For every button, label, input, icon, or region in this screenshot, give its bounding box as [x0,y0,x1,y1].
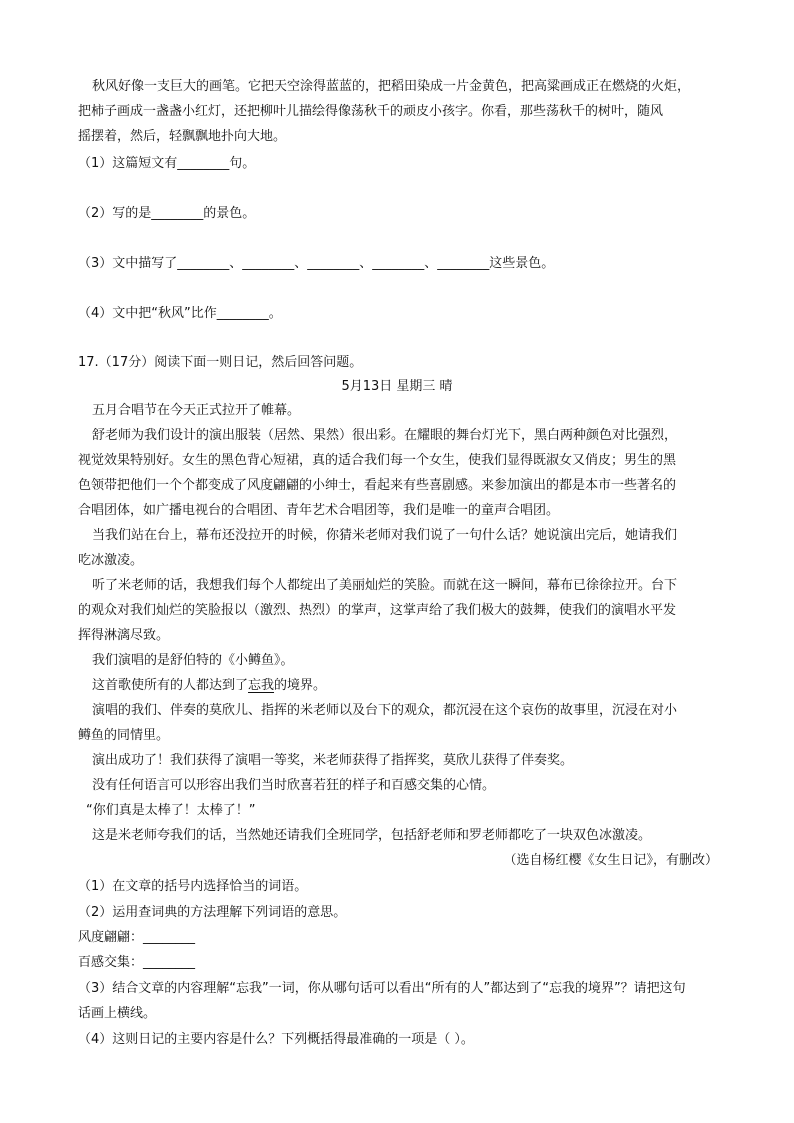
diary-paragraph: 五月合唱节在今天正式拉开了帷幕。 [92,403,301,418]
source-citation: （选自杨红樱《女生日记》，有删改） [503,853,718,868]
diary-paragraph: “你们真是太棒了！太棒了！” [86,803,256,818]
diary-paragraph: 没有任何语言可以形容出我们当时欣喜若狂的样子和百感交集的心情。 [92,778,496,793]
question-16-4: （4）文中把“秋风”比作________。 [78,306,282,321]
diary-paragraph: 当我们站在台上，幕布还没拉开的时候，你猜米老师对我们说了一句什么话？她说演出完后，她请我们 [92,528,678,543]
diary-paragraph: 听了米老师的话，我想我们每个人都绽出了美丽灿烂的笑脸。而就在这一瞬间，幕布已徐徐拉开。台下 [92,578,678,593]
sub-question-2: （2）运用查词典的方法理解下列词语的意思。 [78,905,347,920]
diary-paragraph: 我们演唱的是舒伯特的《小鳟鱼》。 [92,653,294,668]
diary-paragraph: 挥得淋漓尽致。 [78,628,170,643]
diary-paragraph: 合唱团体，如广播电视台的合唱团、青年艺术合唱团等，我们是唯一的童声合唱团。 [78,503,560,518]
diary-date-line: 5月13日 星期三 晴 [341,379,453,394]
diary-paragraph: 色领带把他们一个个都变成了风度翩翩的小绅士，看起来有些喜剧感。来参加演出的都是本市一些著名的 [78,478,677,493]
term-fengdu: 风度翩翩：________ [78,930,196,945]
diary-text: 这首歌使所有的人都达到了 [92,678,249,693]
diary-paragraph: 这是米老师夸我们的话，当然她还请我们全班同学，包括舒老师和罗老师都吃了一块双色冰激凌。 [92,828,652,843]
passage-line: 摇摆着，然后，轻飘飘地扑向大地。 [78,129,287,144]
question-17-heading: 17.（17分）阅读下面一则日记，然后回答问题。 [78,355,363,370]
diary-paragraph: 吃冰激凌。 [78,553,144,568]
sub-question-4: （4）这则日记的主要内容是什么？下列概括得最准确的一项是（ ）。 [78,1032,474,1047]
passage-line: 秋风好像一支巨大的画笔。它把天空涂得蓝蓝的，把稻田染成一片金黄色，把高粱画成正在燃烧的火炬， [92,79,691,94]
sub-question-3-cont: 话画上横线。 [78,1006,157,1021]
sub-question-3: （3）结合文章的内容理解“忘我”一词，你从哪句话可以看出“所有的人”都达到了“忘我的境界”？请把这句 [78,981,686,996]
term-baigan: 百感交集：________ [78,955,196,970]
question-16-2: （2）写的是________的景色。 [78,206,256,221]
diary-paragraph: 演出成功了！我们获得了演唱一等奖，米老师获得了指挥奖，莫欣儿获得了伴奏奖。 [92,753,574,768]
diary-text: 的境界。 [274,678,327,693]
passage-line: 把柿子画成一盏盏小红灯，还把柳叶儿描绘得像荡秋千的顽皮小孩字。你看，那些荡秋千的树叶，随风 [78,104,664,119]
diary-paragraph: 视觉效果特别好。女生的黑色背心短裙，真的适合我们每一个女生，使我们显得既淑女又俏皮；男生的黑 [78,453,677,468]
question-16-1: （1）这篇短文有________句。 [78,156,256,171]
diary-paragraph: 舒老师为我们设计的演出服装（居然、果然）很出彩。在耀眼的舞台灯光下，黑白两种颜色对比强烈， [92,428,678,443]
question-16-3: （3）文中描写了________、________、________、________、________这些景色。 [78,256,555,271]
diary-paragraph: 鳟鱼的同情里。 [78,728,170,743]
diary-paragraph: 演唱的我们、伴奏的莫欣儿、指挥的米老师以及台下的观众，都沉浸在这个哀伤的故事里，沉浸在对小 [92,703,678,718]
sub-question-1: （1）在文章的括号内选择恰当的词语。 [78,879,308,894]
diary-paragraph: 的观众对我们灿烂的笑脸报以（激烈、热烈）的掌声，这掌声给了我们极大的鼓舞，使我们的演唱水平发 [78,603,677,618]
diary-paragraph [92,675,326,697]
underlined-word-wangwo: 忘我 [248,678,275,693]
